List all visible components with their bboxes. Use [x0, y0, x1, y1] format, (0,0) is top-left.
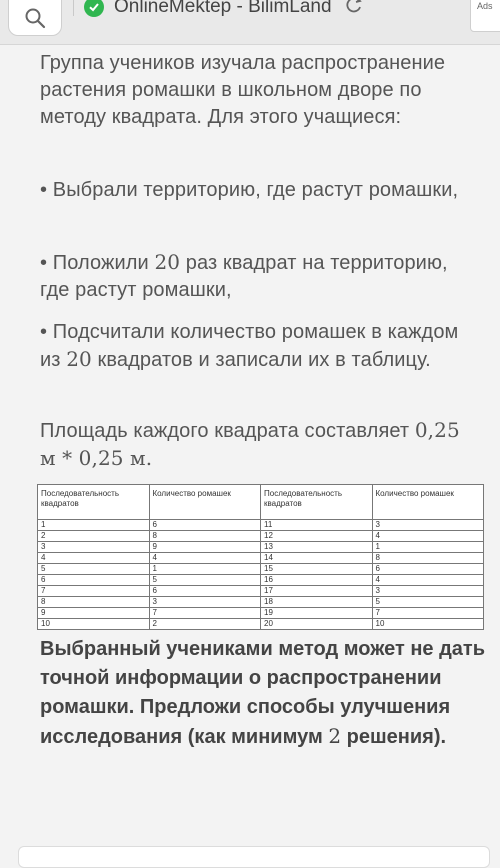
table-row: [38, 608, 484, 619]
table-cell: 6: [149, 586, 261, 597]
step-3-text-a: • Подсчитали количество ромашек в каждом из: [40, 321, 459, 371]
step-2-text-a: • Положили: [40, 252, 155, 274]
address-bar[interactable]: [84, 0, 444, 24]
table-cell: 1: [372, 542, 484, 553]
table-cell: 1: [149, 564, 261, 575]
next-card: [18, 846, 490, 868]
table-row: [38, 531, 484, 542]
search-button[interactable]: [8, 0, 62, 36]
site-title: OnlineMektep - BilimLand: [114, 0, 332, 17]
table-cell: 8: [372, 553, 484, 564]
table-body: [38, 520, 484, 630]
table-cell: 12: [261, 531, 373, 542]
table-cell: 5: [372, 597, 484, 608]
table-cell: 8: [38, 597, 150, 608]
table-cell: 3: [372, 520, 484, 531]
daisy-count-table-image: [37, 484, 484, 630]
area-text: Площадь каждого квадрата составляет: [40, 420, 415, 442]
table-cell: 20: [261, 619, 373, 630]
daisy-count-table: [37, 484, 484, 630]
table-cell: 17: [261, 586, 373, 597]
intro-paragraph: Группа учеников изучала распространение растения ромашки в школьном дворе по методу квадрата. Для этого учащиеся:: [40, 52, 446, 128]
table-cell: 4: [372, 531, 484, 542]
secure-check-icon: [84, 0, 104, 17]
step-2: [40, 249, 480, 304]
area-paragraph: [40, 417, 480, 473]
table-cell: 8: [149, 531, 261, 542]
table-cell: 5: [149, 575, 261, 586]
table-cell: 16: [261, 575, 373, 586]
task-question: [40, 635, 495, 752]
step-1: • Выбрали территорию, где растут ромашки,: [40, 179, 459, 201]
table-row: [38, 553, 484, 564]
table-cell: 1: [38, 520, 150, 531]
table-cell: 4: [149, 553, 261, 564]
table-row: [38, 564, 484, 575]
table-cell: 6: [38, 575, 150, 586]
table-row: [38, 619, 484, 630]
table-cell: 10: [372, 619, 484, 630]
reload-icon[interactable]: [344, 0, 364, 20]
table-cell: 7: [149, 608, 261, 619]
table-cell: 6: [372, 564, 484, 575]
step-3-number: 20: [66, 347, 92, 371]
table-cell: 7: [38, 586, 150, 597]
table-row: [38, 597, 484, 608]
area-formula: 0,25 м * 0,25 м.: [40, 418, 460, 470]
question-text-b: решения).: [341, 726, 447, 748]
table-cell: 2: [149, 619, 261, 630]
table-header: Количество ромашек: [372, 485, 484, 520]
table-cell: 5: [38, 564, 150, 575]
step-3: [40, 319, 480, 374]
table-cell: 18: [261, 597, 373, 608]
step-2-number: 20: [154, 250, 181, 274]
table-header-row: [38, 485, 484, 520]
table-cell: 15: [261, 564, 373, 575]
table-cell: 9: [38, 608, 150, 619]
ad-label: Ads: [477, 1, 493, 11]
table-row: [38, 542, 484, 553]
table-row: [38, 586, 484, 597]
question-number: 2: [328, 724, 342, 748]
step-3-text-b: квадратов и записали их в таблицу.: [91, 349, 431, 371]
table-cell: 7: [372, 608, 484, 619]
table-cell: 9: [149, 542, 261, 553]
table-row: [38, 520, 484, 531]
ad-badge[interactable]: [470, 0, 500, 32]
table-cell: 13: [261, 542, 373, 553]
table-cell: 11: [261, 520, 373, 531]
browser-toolbar: [0, 0, 500, 45]
table-cell: 19: [261, 608, 373, 619]
table-header: Последовательность квадратов: [38, 485, 150, 520]
table-cell: 3: [372, 586, 484, 597]
step-2-text-b: раз квадрат на территорию, где растут ромашки,: [40, 252, 448, 301]
table-cell: 4: [38, 553, 150, 564]
table-cell: 3: [149, 597, 261, 608]
question-text-a: Выбранный учениками метод может не дать точной информации о распространении ромашки. Предложи способы улучшения исследования (как минимум: [40, 638, 485, 748]
search-icon: [24, 7, 46, 29]
table-cell: 14: [261, 553, 373, 564]
table-row: [38, 575, 484, 586]
toolbar-divider: [73, 0, 74, 16]
table-header: Последовательность квадратов: [261, 485, 373, 520]
table-header: Количество ромашек: [149, 485, 261, 520]
table-cell: 4: [372, 575, 484, 586]
table-cell: 2: [38, 531, 150, 542]
table-cell: 10: [38, 619, 150, 630]
table-cell: 3: [38, 542, 150, 553]
table-cell: 6: [149, 520, 261, 531]
